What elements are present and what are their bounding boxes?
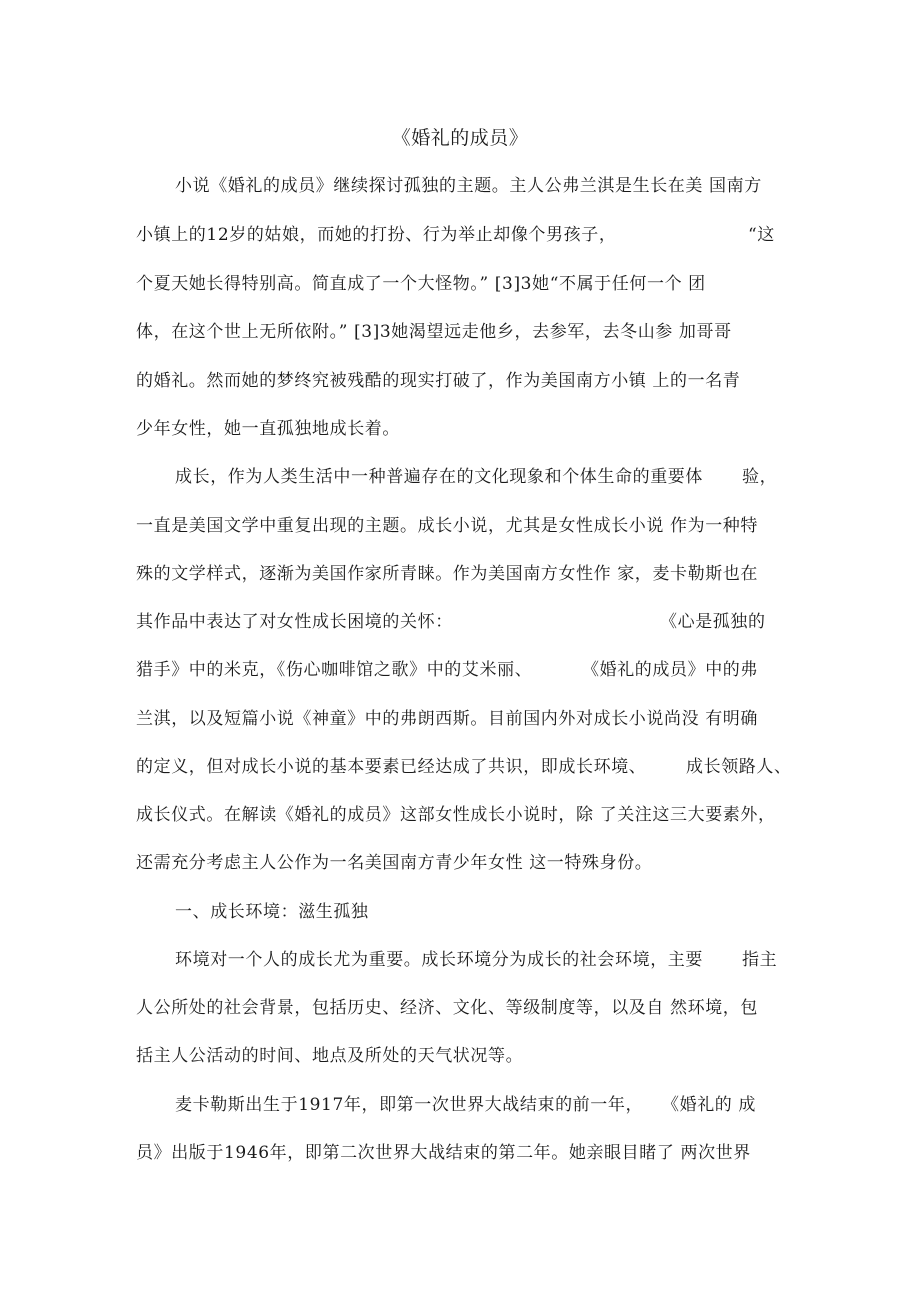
line-segment: 指主 <box>742 950 778 970</box>
line-segment: 成长领路人、 <box>686 757 792 777</box>
paragraph-line: 员》出版于1946年，即第二次世界大战结束的第二年。她亲眼目睹了 两次世界 <box>136 1143 751 1163</box>
line-segment: 成长，作为人类生活中一种普遍存在的文化现象和个体生命的重要体 <box>175 467 703 487</box>
line-segment: 的定义，但对成长小说的基本要素已经达成了共识，即成长环境、 <box>136 757 647 777</box>
line-segment: 其作品中表达了对女性成长困境的关怀： <box>136 612 453 632</box>
document-title: 《婚礼的成员》 <box>391 127 529 149</box>
paragraph-line: 人公所处的社会背景，包括历史、经济、文化、等级制度等，以及自 然环境，包 <box>136 998 759 1018</box>
paragraph-line: 括主人公活动的时间、地点及所处的天气状况等。 <box>136 1046 524 1066</box>
line-segment: 《婚礼的 成 <box>662 1095 757 1115</box>
paragraph-line: 兰淇，以及短篇小说《神童》中的弗朗西斯。目前国内外对成长小说尚没 有明确 <box>136 709 759 729</box>
line-segment: 验， <box>742 467 778 487</box>
paragraph-line: 一直是美国文学中重复出现的主题。成长小说，尤其是女性成长小说 作为一种特 <box>136 516 759 536</box>
paragraph-line: 殊的文学样式，逐渐为美国作家所青睐。作为美国南方女性作 家，麦卡勒斯也在 <box>136 564 759 584</box>
paragraph-line: 的婚礼。然而她的梦终究被残酷的现实打破了，作为美国南方小镇 上的一名青 <box>136 371 741 391</box>
paragraph-line: 少年女性，她一直孤独地成长着。 <box>136 419 400 439</box>
section-heading: 一、成长环境：滋生孤独 <box>175 902 369 922</box>
paragraph-line: 还需充分考虑主人公作为一名美国南方青少年女性 这一特殊身份。 <box>136 853 653 873</box>
paragraph-line: 小说《婚礼的成员》继续探讨孤独的主题。主人公弗兰淇是生长在美 国南方 <box>175 176 762 196</box>
line-segment: 猎手》中的米克，《伤心咖啡馆之歌》中的艾米丽、 <box>136 660 533 680</box>
line-segment: “这 <box>748 225 775 245</box>
line-segment: 小镇上的12岁的姑娘，而她的打扮、行为举止却像个男孩子， <box>136 225 617 245</box>
paragraph-line: 体，在这个世上无所依附。” [3]3她渴望远走他乡，去参军，去冬山参 加哥哥 <box>136 322 732 342</box>
line-segment: 麦卡勒斯出生于1917年，即第一次世界大战结束的前一年， <box>175 1095 644 1115</box>
paragraph-line: 个夏天她长得特别高。简直成了一个大怪物。” [3]3她“不属于任何一个 团 <box>136 274 706 294</box>
line-segment: 环境对一个人的成长尤为重要。成长环境分为成长的社会环境，主要 <box>175 950 703 970</box>
paragraph-line: 成长仪式。在解读《婚礼的成员》这部女性成长小说时，除 了关注这三大要素外， <box>136 805 776 825</box>
line-segment: 《心是孤独的 <box>660 612 766 632</box>
line-segment: 《婚礼的成员》中的弗 <box>582 660 758 680</box>
